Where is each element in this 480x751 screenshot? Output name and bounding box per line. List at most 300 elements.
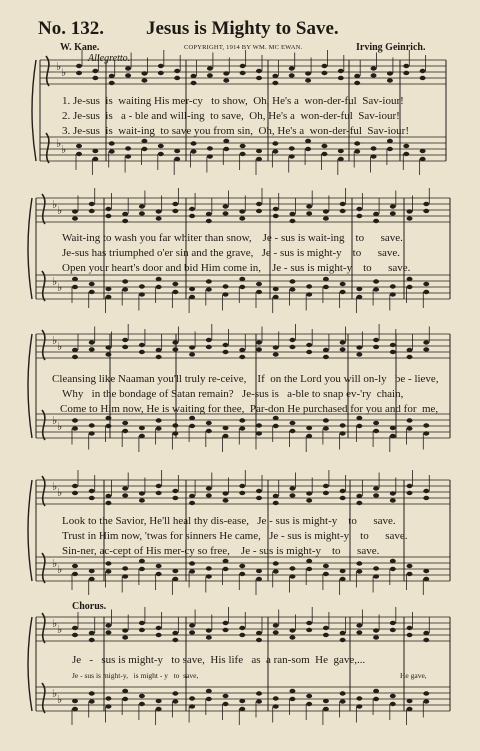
note-head — [206, 345, 212, 349]
clef-icon — [46, 133, 49, 163]
note-head — [387, 147, 393, 151]
note-head — [373, 279, 379, 283]
note-head — [223, 498, 229, 502]
note-head — [256, 209, 262, 213]
note-head — [239, 355, 245, 359]
clef-icon — [42, 271, 45, 301]
note-head — [172, 282, 178, 286]
note-head — [356, 704, 362, 708]
note-head — [323, 491, 329, 495]
note-head — [105, 569, 111, 573]
note-head — [306, 343, 312, 347]
note-head — [125, 73, 131, 77]
note-head — [387, 78, 393, 82]
note-head — [72, 564, 78, 568]
note-head — [403, 144, 409, 148]
brace-icon — [28, 617, 32, 711]
note-head — [156, 491, 162, 495]
note-head — [306, 567, 312, 571]
note-head — [122, 486, 128, 490]
note-head — [390, 434, 396, 438]
note-head — [141, 139, 147, 143]
note-head — [172, 340, 178, 344]
note-head — [340, 631, 346, 635]
note-head — [356, 214, 362, 218]
note-head — [390, 350, 396, 354]
note-head — [323, 699, 329, 703]
lyric-line: Why in the bondage of Satan remain? Je-sus is a-ble to snap ev-'ry chain, — [62, 388, 404, 400]
note-head — [390, 211, 396, 215]
note-head — [390, 621, 396, 625]
note-head — [373, 421, 379, 425]
note-head — [122, 279, 128, 283]
note-head — [356, 561, 362, 565]
note-head — [407, 626, 413, 630]
note-head — [189, 295, 195, 299]
note-head — [289, 635, 295, 639]
note-head — [223, 71, 229, 75]
note-head — [306, 211, 312, 215]
note-head — [174, 76, 180, 80]
note-head — [240, 71, 246, 75]
note-head — [420, 69, 426, 73]
note-head — [72, 491, 78, 495]
note-head — [423, 631, 429, 635]
note-head — [356, 207, 362, 211]
note-head — [158, 144, 164, 148]
note-head — [387, 139, 393, 143]
flat-icon: ♭ — [52, 557, 58, 570]
note-head — [89, 290, 95, 294]
tempo-marking: Allegretto. — [88, 53, 131, 64]
note-head — [239, 564, 245, 568]
note-head — [407, 418, 413, 422]
note-head — [239, 572, 245, 576]
note-head — [306, 621, 312, 625]
note-head — [289, 628, 295, 632]
note-head — [256, 149, 262, 153]
note-head — [92, 149, 98, 153]
note-head — [407, 484, 413, 488]
note-head — [306, 694, 312, 698]
note-head — [371, 146, 377, 150]
brace-icon — [28, 334, 32, 438]
note-head — [338, 76, 344, 80]
note-head — [206, 628, 212, 632]
note-head — [407, 564, 413, 568]
note-head — [273, 214, 279, 218]
note-head — [289, 566, 295, 570]
note-head — [273, 569, 279, 573]
note-head — [289, 73, 295, 77]
note-head — [289, 66, 295, 70]
note-head — [72, 418, 78, 422]
lyric-line: Je - sus is might-y to save, His life as a ran-som He gave,... — [72, 654, 366, 666]
note-head — [156, 348, 162, 352]
note-head — [105, 416, 111, 420]
note-head — [289, 574, 295, 578]
note-head — [122, 421, 128, 425]
alto-lyric-line: Je - sus is might-y, is might - y to save, — [72, 671, 199, 680]
note-head — [122, 689, 128, 693]
note-head — [373, 493, 379, 497]
note-head — [105, 345, 111, 349]
note-head — [390, 292, 396, 296]
note-head — [89, 691, 95, 695]
note-head — [407, 355, 413, 359]
note-head — [158, 152, 164, 156]
note-head — [72, 572, 78, 576]
note-head — [239, 633, 245, 637]
flat-icon: ♭ — [52, 198, 58, 211]
note-head — [189, 623, 195, 627]
flat-icon: ♭ — [57, 340, 63, 353]
note-head — [105, 561, 111, 565]
note-head — [256, 69, 262, 73]
clef-icon — [42, 613, 45, 643]
note-head — [239, 277, 245, 281]
note-head — [72, 484, 78, 488]
clef-icon — [42, 194, 45, 224]
note-head — [340, 569, 346, 573]
note-head — [207, 146, 213, 150]
note-head — [125, 66, 131, 70]
note-head — [239, 209, 245, 213]
note-head — [172, 423, 178, 427]
note-head — [423, 290, 429, 294]
flat-icon: ♭ — [57, 204, 63, 217]
note-head — [122, 429, 128, 433]
note-head — [139, 621, 145, 625]
note-head — [89, 347, 95, 351]
note-head — [223, 147, 229, 151]
note-head — [156, 564, 162, 568]
note-head — [156, 699, 162, 703]
note-head — [105, 623, 111, 627]
note-head — [207, 66, 213, 70]
note-head — [109, 141, 115, 145]
note-head — [139, 343, 145, 347]
note-head — [92, 69, 98, 73]
note-head — [373, 635, 379, 639]
copyright-notice: COPYRIGHT, 1914 BY WM. MC EWAN. — [184, 44, 303, 51]
note-head — [306, 284, 312, 288]
note-head — [306, 491, 312, 495]
note-head — [191, 81, 197, 85]
note-head — [89, 202, 95, 206]
note-head — [122, 493, 128, 497]
note-head — [139, 292, 145, 296]
flat-icon: ♭ — [52, 617, 58, 630]
note-head — [122, 566, 128, 570]
note-head — [189, 630, 195, 634]
flat-icon: ♭ — [52, 334, 58, 347]
note-head — [323, 285, 329, 289]
note-head — [72, 707, 78, 711]
note-head — [321, 71, 327, 75]
note-head — [273, 501, 279, 505]
note-head — [423, 496, 429, 500]
note-head — [156, 633, 162, 637]
note-head — [125, 146, 131, 150]
lyric-line: Come to Him now, He is waiting for thee, Par-don He purchased for you and for me, — [60, 403, 439, 415]
note-head — [256, 202, 262, 206]
note-head — [407, 491, 413, 495]
note-head — [89, 431, 95, 435]
note-head — [191, 149, 197, 153]
note-head — [139, 211, 145, 215]
note-head — [239, 216, 245, 220]
note-head — [407, 209, 413, 213]
note-head — [273, 623, 279, 627]
note-head — [423, 577, 429, 581]
clef-icon — [42, 410, 45, 440]
note-head — [354, 74, 360, 78]
note-head — [89, 569, 95, 573]
note-head — [323, 633, 329, 637]
flat-icon: ♭ — [57, 693, 63, 706]
note-head — [256, 290, 262, 294]
clef-icon — [42, 553, 45, 583]
note-head — [340, 431, 346, 435]
note-head — [72, 426, 78, 430]
hymn-number: No. 132. — [38, 18, 104, 39]
note-head — [76, 71, 82, 75]
note-head — [306, 426, 312, 430]
note-head — [256, 638, 262, 642]
note-head — [340, 340, 346, 344]
note-head — [122, 697, 128, 701]
note-head — [390, 694, 396, 698]
note-head — [272, 81, 278, 85]
note-head — [407, 277, 413, 281]
note-head — [256, 699, 262, 703]
flat-icon: ♭ — [57, 486, 63, 499]
note-head — [373, 338, 379, 342]
note-head — [407, 707, 413, 711]
note-head — [223, 434, 229, 438]
note-head — [390, 204, 396, 208]
lyric-line: Je-sus has triumphed o'er sin and the grave, Je - sus is might-y to save. — [62, 247, 401, 259]
note-head — [239, 426, 245, 430]
clef-icon — [42, 476, 45, 506]
lyric-line: 1. Je-sus is waiting His mer-cy to show, Oh, He's a won-der-ful Sav-iour! — [62, 95, 404, 107]
note-head — [289, 493, 295, 497]
note-head — [371, 66, 377, 70]
note-head — [240, 152, 246, 156]
note-head — [105, 207, 111, 211]
note-head — [356, 287, 362, 291]
note-head — [289, 338, 295, 342]
lyric-line: Cleansing like Naaman you'll truly re-ceive, If on the Lord you will on-ly be - lieve, — [52, 373, 439, 385]
note-head — [289, 279, 295, 283]
note-head — [423, 209, 429, 213]
note-head — [305, 139, 311, 143]
note-head — [122, 635, 128, 639]
flat-icon: ♭ — [52, 275, 58, 288]
note-head — [109, 74, 115, 78]
note-head — [239, 626, 245, 630]
note-head — [256, 631, 262, 635]
flat-icon: ♭ — [57, 420, 63, 433]
note-head — [373, 345, 379, 349]
note-head — [105, 295, 111, 299]
note-head — [338, 157, 344, 161]
note-head — [340, 290, 346, 294]
note-head — [289, 429, 295, 433]
note-head — [373, 574, 379, 578]
note-head — [256, 282, 262, 286]
note-head — [373, 219, 379, 223]
note-head — [273, 207, 279, 211]
note-head — [139, 350, 145, 354]
flat-icon: ♭ — [57, 563, 63, 576]
note-head — [139, 434, 145, 438]
note-head — [273, 696, 279, 700]
note-head — [423, 347, 429, 351]
note-head — [323, 418, 329, 422]
note-head — [239, 707, 245, 711]
note-head — [125, 154, 131, 158]
note-head — [156, 572, 162, 576]
flat-icon: ♭ — [57, 281, 63, 294]
note-head — [206, 429, 212, 433]
note-head — [423, 699, 429, 703]
note-head — [273, 416, 279, 420]
note-head — [423, 431, 429, 435]
note-head — [139, 702, 145, 706]
note-head — [323, 216, 329, 220]
note-head — [223, 204, 229, 208]
note-head — [340, 691, 346, 695]
note-head — [239, 285, 245, 289]
note-head — [390, 491, 396, 495]
note-head — [272, 74, 278, 78]
note-head — [407, 633, 413, 637]
note-head — [223, 702, 229, 706]
note-head — [354, 149, 360, 153]
note-head — [356, 501, 362, 505]
note-head — [423, 340, 429, 344]
note-head — [340, 347, 346, 351]
note-head — [340, 638, 346, 642]
note-head — [272, 141, 278, 145]
note-head — [420, 149, 426, 153]
note-head — [109, 149, 115, 153]
note-head — [207, 154, 213, 158]
lyric-line: 3. Je-sus is wait-ing to save you from sin, Oh, He's a won-der-ful Sav-iour! — [62, 125, 409, 137]
note-head — [354, 141, 360, 145]
note-head — [323, 484, 329, 488]
note-head — [72, 355, 78, 359]
note-head — [156, 626, 162, 630]
note-head — [206, 338, 212, 342]
lyric-line: Look to the Savior, He'll heal thy dis-ease, Je - sus is might-y to save. — [62, 515, 396, 527]
note-head — [323, 348, 329, 352]
note-head — [89, 423, 95, 427]
note-head — [306, 204, 312, 208]
note-head — [340, 282, 346, 286]
note-head — [273, 424, 279, 428]
note-head — [223, 284, 229, 288]
note-head — [223, 292, 229, 296]
lyric-line: Wait-ing to wash you far whiter than snow, Je - sus is wait-ing to save. — [62, 232, 403, 244]
note-head — [420, 157, 426, 161]
note-head — [256, 340, 262, 344]
note-head — [89, 638, 95, 642]
note-head — [223, 628, 229, 632]
note-head — [338, 149, 344, 153]
note-head — [239, 348, 245, 352]
note-head — [122, 628, 128, 632]
note-head — [189, 696, 195, 700]
note-head — [321, 64, 327, 68]
note-head — [72, 285, 78, 289]
note-head — [373, 486, 379, 490]
note-head — [323, 426, 329, 430]
flat-icon: ♭ — [61, 143, 67, 156]
note-head — [172, 431, 178, 435]
note-head — [289, 486, 295, 490]
note-head — [420, 76, 426, 80]
note-head — [373, 697, 379, 701]
author-credit: W. Kane. — [60, 42, 100, 53]
note-head — [223, 78, 229, 82]
note-head — [239, 418, 245, 422]
note-head — [189, 494, 195, 498]
note-head — [172, 290, 178, 294]
note-head — [89, 496, 95, 500]
note-head — [387, 71, 393, 75]
note-head — [306, 350, 312, 354]
note-head — [223, 211, 229, 215]
note-head — [122, 345, 128, 349]
note-head — [139, 491, 145, 495]
note-head — [189, 501, 195, 505]
note-head — [139, 559, 145, 563]
note-head — [76, 152, 82, 156]
note-head — [390, 567, 396, 571]
note-head — [323, 209, 329, 213]
note-head — [156, 484, 162, 488]
note-head — [323, 707, 329, 711]
note-head — [273, 287, 279, 291]
note-head — [206, 279, 212, 283]
note-head — [172, 496, 178, 500]
note-head — [189, 416, 195, 420]
note-head — [223, 694, 229, 698]
note-head — [223, 567, 229, 571]
note-head — [109, 81, 115, 85]
note-head — [289, 154, 295, 158]
note-head — [305, 78, 311, 82]
note-head — [239, 484, 245, 488]
note-head — [323, 572, 329, 576]
note-head — [191, 74, 197, 78]
lyric-line: 2. Je-sus is a - ble and will-ing to save, Oh, He's a won-der-ful Sav-iour! — [62, 110, 400, 122]
note-head — [273, 630, 279, 634]
note-head — [321, 152, 327, 156]
note-head — [189, 352, 195, 356]
note-head — [189, 287, 195, 291]
note-head — [89, 209, 95, 213]
note-head — [390, 343, 396, 347]
note-head — [89, 631, 95, 635]
note-head — [340, 209, 346, 213]
note-head — [105, 494, 111, 498]
note-head — [340, 423, 346, 427]
note-head — [371, 73, 377, 77]
